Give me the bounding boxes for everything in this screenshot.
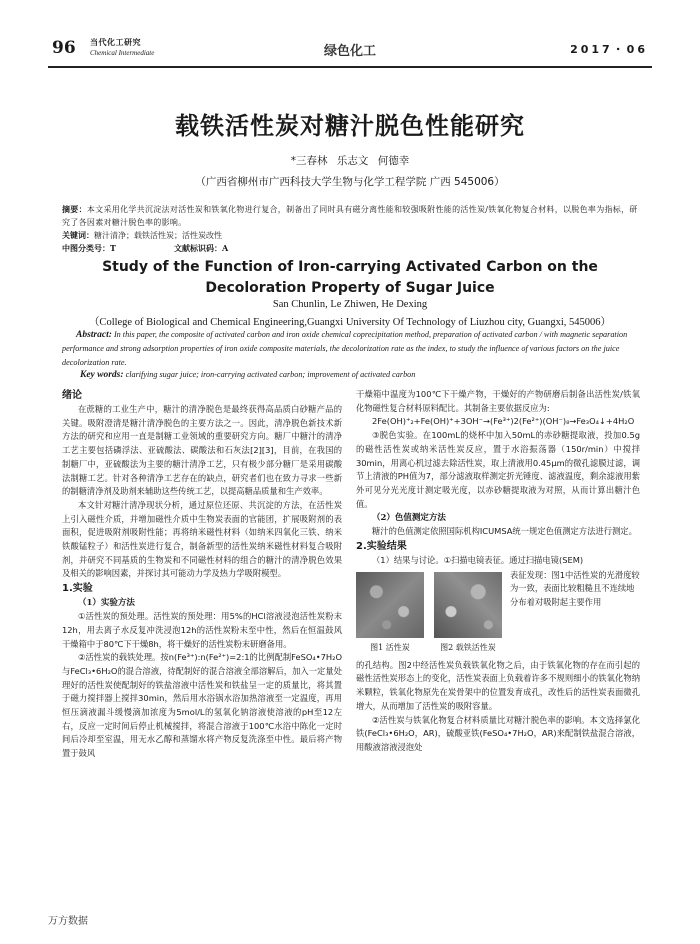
sem-paragraph-side: 表征发现：图1中活性炭的光滑度较为一致，表面比较粗糙且不连续地分布着对吸附起主要作用 (510, 569, 640, 608)
clc-label: 中图分类号： (62, 243, 110, 253)
clc-value: T (110, 243, 116, 253)
keywords-en (80, 370, 642, 380)
issue-number: 2017・06 (570, 43, 648, 56)
figure-2-caption: 图2 载铁活性炭 (440, 642, 496, 652)
results-heading: 2.实验结果 (356, 541, 407, 553)
intro-heading: 绪论 (62, 390, 82, 401)
ratio-paragraph: ②活性炭与铁氧化物复合材料质量比对糖汁脱色率的影响。本文选择氯化铁(FeCl₃•6H₂O，AR)，硫酸亚铁(FeSO₄•7H₂O，AR)来配制铁盐混合溶液，用酸液溶液浸泡处 (356, 714, 640, 752)
keywords-en-label: Key words: (80, 370, 124, 380)
footer-watermark: 万方数据 (48, 916, 88, 927)
header-divider (48, 66, 652, 68)
affiliation-cn: （广西省柳州市广西科技大学生物与化学工程学院 广西 545006） (195, 176, 505, 188)
method-paragraph-1: ①活性炭的预处理。活性炭的预处理：用5%的HCl溶液浸泡活性炭粉末12h，用去离子水反复冲洗浸泡12h的活性炭粉末至中性，然后在恒温鼓风干燥箱中于80℃下干燥8h，将干燥好的活性炭粉末研磨备用。 (62, 611, 342, 649)
intro-paragraph-1: 在蔗糖的工业生产中，糖汁的清净脱色是最终获得高品质白砂糖产品的关键。吸附澄清是糖汁清净脱色的主要方法之一。因此，清净脱色新技术新方法的研究和应用一直是制糖工业领域的重要研究方向。糖厂中糖汁的清净工艺主要包括磷浮法、亚硫酸法、碳酸法和石灰法[2][3]，目前，在我国的制糖厂中，亚硫酸法为主要的糖汁清净工艺，只有极少部分糖厂是采用碳酸法制糖工艺。针对各种清净工艺存在的缺点，研究者们也在致力寻求一些新的制糖清净剂及助剂来辅助这些传统工艺，以提高糖品质量和生产效率。 (62, 404, 342, 497)
color-method-paragraph: 糖汁的色值测定依照国际机构ICUMSA统一规定色值测定方法进行测定。 (372, 526, 637, 537)
keywords-cn (62, 229, 642, 242)
keywords-cn-label: 关键词： (62, 230, 94, 240)
abstract-cn-label: 摘要： (62, 204, 87, 214)
sem-image-activated-carbon (356, 572, 424, 638)
section-name: 绿色化工 (323, 44, 376, 59)
abstract-cn (62, 203, 642, 229)
decolor-paragraph: ③脱色实验。在100mL的烧杯中加入50mL的赤砂糖提取液，投加0.5g的磁性活性炭或纳米活性炭反应，置于水浴振荡器（150r/min）中搅拌30min，用离心机过滤去除活性炭，取上清液用0.45μm的微孔滤膜过滤，调节上清液的PH值为7，部分滤液取样测定折光锤度、滤液温度，剩余滤液用紫外可见分光光度计测定吸光度，以赤砂糖提取液为对照，从而计算出糖汁色值。 (356, 430, 640, 509)
abstract-en-label: Abstract: (76, 330, 112, 340)
method-paragraph-2: ②活性炭的载铁处理。按n(Fe³⁺):n(Fe²⁺)=2:1的比例配制FeSO₄•7H₂O与FeCl₃•6H₂O的混合溶液，待配制好的混合溶液全部溶解后，加入一定量处理好的活性炭使配制好的铁盐溶液中活性炭和铁盐呈一定的质量比，将其置于磁力搅拌器上搅拌30min，然后用水浴锅水浴加热溶液至一定温度，再用恒压滴液漏斗缓慢滴加浓度为5mol/L的氢氧化钠溶液使溶液的pH至12左右，反应一定时间后停止机械搅拌，将混合溶液于100℃水浴中陈化一定时间后冷却至室温，用无水乙醇和蒸馏水将产物反复洗涤至中性。最后将产物置于鼓风 (62, 652, 342, 759)
sem-image-iron-carbon (434, 572, 502, 638)
classification-line (62, 242, 642, 255)
body-left-column (62, 388, 342, 761)
reaction-equation: 2Fe(OH)⁺₂+Fe(OH)⁺+3OH⁻→(Fe³⁺)2(Fe²⁺)(OH⁻)₈→Fe₃O₄↓+4H₂O (372, 416, 635, 427)
journal-name-cn: 当代化工研究 (90, 38, 141, 47)
abstract-cn-text: 本文采用化学共沉淀法对活性炭和铁氧化物进行复合，制备出了同时具有磁分离性能和较强吸附性能的活性炭/铁氧化物复合材料，以脱色率为指标，研究了各因素对糖汁脱色率的影响。 (62, 205, 638, 227)
continued-paragraph: 干燥箱中温度为100℃下干燥产物，干燥好的产物研磨后制备出活性炭/铁氧化物磁性复合材料原料配比。其制备主要依据反应为: (356, 389, 640, 413)
color-method-heading: （2）色值测定方法 (372, 513, 446, 524)
figure-row (356, 569, 640, 659)
authors-en: San Chunlin, Le Zhiwen, He Dexing (272, 299, 428, 310)
doc-code-value: A (221, 243, 229, 253)
abstract-en (62, 328, 642, 370)
sem-paragraph-head: （1）结果与讨论。①扫描电镜表征。通过扫描电镜(SEM) (372, 555, 584, 566)
keywords-cn-text: 糖汁清净；载铁活性炭；活性炭改性 (94, 231, 222, 240)
doc-code-label: 文献标识码： (173, 243, 222, 253)
body-right-column (356, 388, 640, 755)
authors-cn: *三春林 乐志文 何德幸 (290, 155, 410, 167)
sem-paragraph-rest: 的孔结构。图2中经活性炭负载铁氧化物之后，由于铁氧化物的存在而引起的磁性活性炭形态上的变化，活性炭表面上负载着许多不规则细小的铁氧化物纳米颗粒，铁氧化物原先在炭骨架中的位置发育成孔，改性后的活性炭表面微孔增大，从而增加了活性炭的吸附容量。 (356, 659, 640, 711)
journal-name-en: Chemical Intermediate (90, 49, 155, 57)
page-header (48, 34, 652, 64)
figure-1-caption: 图1 活性炭 (370, 642, 410, 652)
method-heading: （1）实验方法 (78, 598, 135, 609)
page-number: 96 (52, 38, 76, 58)
intro-paragraph-2: 本文针对糖汁清净现状分析，通过原位还原、共沉淀的方法，在活性炭上引入磁性介质，并增加磁性介质中生物炭表面的官能团，扩展吸附剂的表面积，促进吸附剂吸附性能；再将纳米磁性材料（如纳米四氧化三铁、纳米铁酸锰粒子）和活性炭进行复合，制备新型的活性炭纳米磁性材料复合吸附剂，并研究不同基质的生物炭和不同磁性材料的组合的糖汁的清净脱色效果及相关的影响因素，并探讨其可能动力学及热力学吸附模型。 (62, 499, 342, 579)
paper-title-cn: 载铁活性炭对糖汁脱色性能研究 (175, 112, 525, 140)
keywords-en-text: clarifying sugar juice; iron-carrying activated carbon; improvement of activated carbon (125, 370, 416, 379)
abstract-en-text: In this paper, the composite of activated carbon and iron oxide chemical coprecipitation method, preparation of activated carbon / with magnetic separation performance and strong adsorption properties of iron oxide composite materials, the decolorization rate as the index, to study the influence of various factors on the juice decolorization rate. (62, 330, 628, 367)
affiliation-en: （College of Biological and Chemical Engineering,Guangxi University Of Technology of Liuzhou city, Guangxi, 545006） (88, 317, 612, 328)
experiment-heading: 1.实验 (62, 583, 93, 595)
paper-title-en: Study of the Function of Iron-carrying Activated Carbon on the Decoloration Property of Sugar Juice (102, 259, 598, 296)
